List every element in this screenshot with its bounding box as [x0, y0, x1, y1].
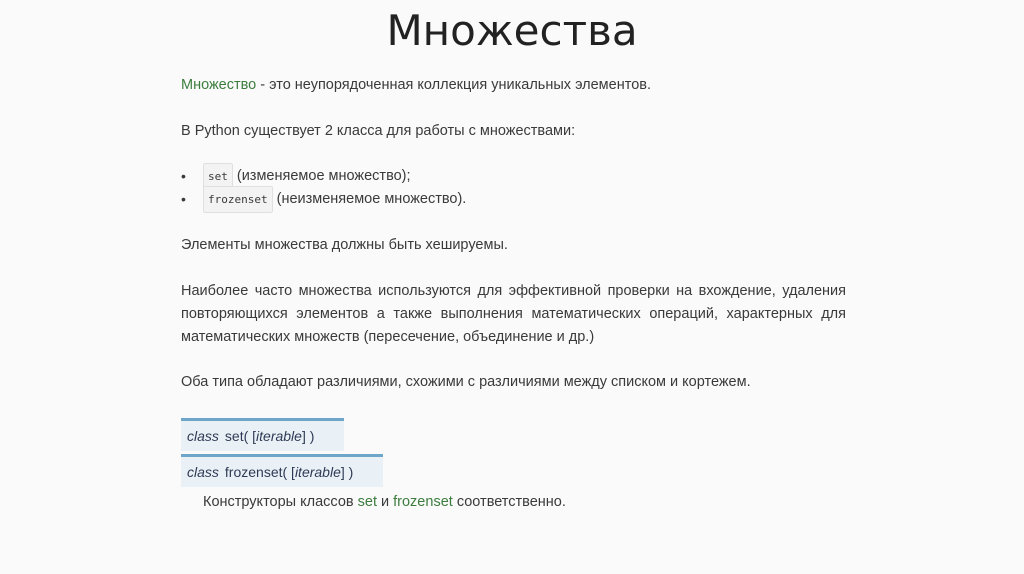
- signature-keyword: class: [187, 463, 219, 480]
- list-item: [181, 165, 466, 188]
- slide-title: Множества: [386, 6, 638, 55]
- code-frozenset: frozenset: [203, 186, 273, 213]
- bullet-icon: •: [181, 168, 186, 184]
- classes-list: [181, 165, 466, 211]
- caption-frozenset-link[interactable]: frozenset: [393, 494, 453, 510]
- signature-keyword: class: [187, 427, 219, 444]
- definition-text: - это неупорядоченная коллекция уникальных элементов.: [256, 77, 651, 93]
- classes-intro-paragraph: В Python существует 2 класса для работы с множествами:: [181, 123, 576, 139]
- list-item-text: (неизменяемое множество).: [276, 191, 467, 207]
- signature-frozenset: [181, 454, 383, 487]
- signature-name: frozenset( [: [224, 463, 295, 480]
- signature-arg: iterable: [294, 463, 341, 480]
- code-set: set: [203, 163, 233, 190]
- hashable-paragraph: Элементы множества должны быть хешируемы.: [181, 237, 508, 253]
- definition-paragraph: [181, 74, 651, 97]
- usage-paragraph: Наиболее часто множества используются для эффективной проверки на вхождение, удаления повторяющихся элементов а также выполнения математических операций, характерных для математических множеств (пересечение, объединение и др.): [181, 283, 846, 345]
- caption-post: соответственно.: [452, 494, 566, 510]
- bullet-icon: •: [181, 191, 186, 207]
- term-link[interactable]: Множество: [181, 77, 257, 93]
- caption-pre: Конструкторы классов: [203, 494, 358, 510]
- signature-name: set( [: [224, 427, 257, 444]
- constructors-caption: [203, 491, 566, 514]
- list-item: [181, 188, 466, 211]
- caption-set-link[interactable]: set: [357, 494, 377, 510]
- list-item-text: (изменяемое множество);: [236, 168, 411, 184]
- signature-close: ] ): [340, 463, 354, 480]
- differences-paragraph: Оба типа обладают различиями, схожими с различиями между списком и кортежем.: [181, 374, 751, 390]
- signature-arg: iterable: [256, 427, 302, 444]
- signature-close: ] ): [301, 427, 315, 444]
- caption-mid: и: [376, 494, 394, 510]
- signature-set: [181, 418, 344, 451]
